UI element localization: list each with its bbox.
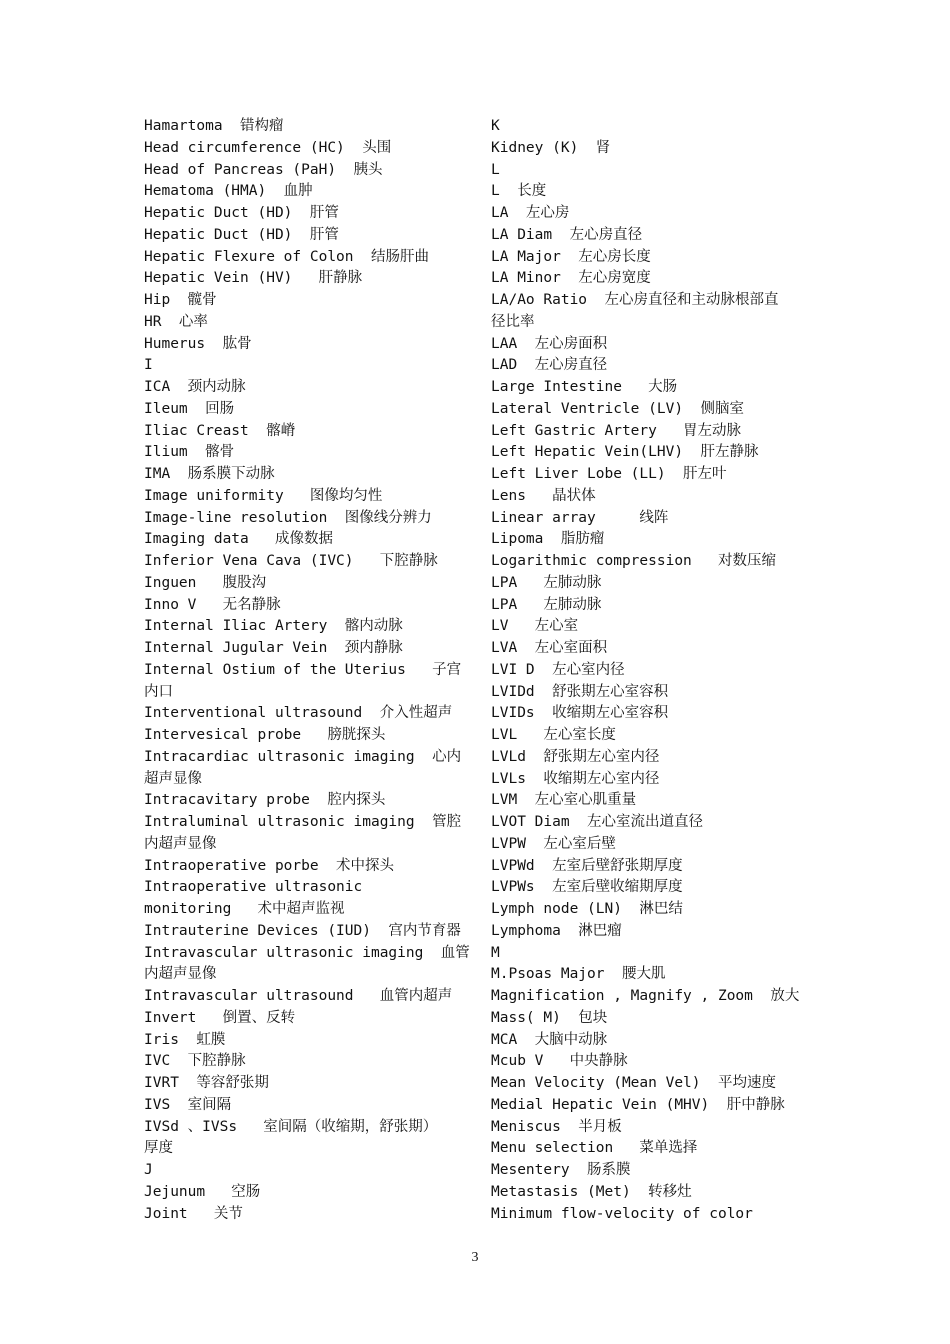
- glossary-line: Inno V 无名静脉: [144, 596, 281, 613]
- glossary-line: IVRT 等容舒张期: [144, 1075, 269, 1091]
- glossary-line: K: [491, 118, 500, 134]
- glossary-line: LA Diam 左心房直径: [491, 226, 643, 243]
- glossary-line: Medial Hepatic Vein (MHV) 肝中静脉: [491, 1096, 785, 1113]
- glossary-line: Intraoperative porbe 术中探头: [144, 857, 395, 874]
- left-column: [144, 116, 470, 1225]
- glossary-line: Hepatic Duct (HD) 肝管: [144, 205, 339, 221]
- glossary-line: Lymph node (LN) 淋巴结: [491, 901, 683, 917]
- glossary-line: Large Intestine 大肠: [491, 379, 678, 395]
- glossary-line: LVPWs 左室后壁收缩期厚度: [491, 879, 683, 896]
- glossary-line: L 长度: [491, 183, 547, 200]
- glossary-line: L: [491, 161, 500, 178]
- glossary-line: Image-line resolution 图像线分辨力: [144, 509, 432, 526]
- glossary-line: Left Hepatic Vein(LHV) 肝左静脉: [491, 444, 759, 461]
- glossary-line: 径比率: [491, 313, 535, 330]
- glossary-line: LV 左心室: [491, 618, 579, 635]
- glossary-line: Intracardiac ultrasonic imaging 心内: [144, 748, 462, 765]
- glossary-line: LAD 左心房直径: [491, 357, 608, 374]
- glossary-line: LVLs 收缩期左心室内径: [491, 770, 660, 787]
- glossary-line: Internal Ostium of the Uterius 子宫: [144, 661, 462, 678]
- glossary-line: Iris 虹膜: [144, 1031, 226, 1048]
- glossary-line: Intraluminal ultrasonic imaging 管腔: [144, 814, 462, 830]
- glossary-line: Mean Velocity (Mean Vel) 平均速度: [491, 1075, 776, 1091]
- glossary-line: IVSd 、IVSs 室间隔（收缩期，舒张期）: [144, 1118, 438, 1135]
- glossary-line: IVC 下腔静脉: [144, 1053, 246, 1070]
- glossary-line: LVL 左心室长度: [491, 727, 616, 743]
- glossary-line: Inguen 腹股沟: [144, 574, 267, 591]
- glossary-line: Image uniformity 图像均匀性: [144, 487, 383, 504]
- glossary-line: Hepatic Flexure of Colon 结肠肝曲: [144, 248, 429, 265]
- glossary-line: MCA 大脑中动脉: [491, 1031, 608, 1048]
- glossary-line: LAA 左心房面积: [491, 335, 608, 352]
- glossary-line: Humerus 肱骨: [144, 335, 252, 352]
- glossary-line: LVI D 左心室内径: [491, 661, 625, 678]
- glossary-line: Hematoma (HMA) 血肿: [144, 183, 313, 200]
- glossary-line: Hip 髋骨: [144, 292, 217, 308]
- glossary-line: monitoring 术中超声监视: [144, 901, 345, 917]
- glossary-line: Mcub V 中央静脉: [491, 1053, 628, 1070]
- glossary-line: 内超声显像: [144, 835, 217, 852]
- glossary-line: Mesentery 肠系膜: [491, 1162, 631, 1178]
- glossary-line: Intravascular ultrasonic imaging 血管: [144, 944, 470, 961]
- glossary-line: Linear array 线阵: [491, 509, 669, 526]
- glossary-line: Lens 晶状体: [491, 487, 596, 504]
- glossary-line: Lateral Ventricle (LV) 侧脑室: [491, 400, 745, 417]
- glossary-line: LVPW 左心室后壁: [491, 835, 616, 852]
- glossary-line: Inferior Vena Cava (IVC) 下腔静脉: [144, 553, 438, 569]
- glossary-line: Internal Iliac Artery 髂内动脉: [144, 618, 403, 635]
- glossary-line: Lymphoma 淋巴瘤: [491, 922, 622, 939]
- glossary-line: Magnification , Magnify , Zoom 放大: [491, 988, 800, 1004]
- glossary-line: Intraoperative ultrasonic: [144, 879, 363, 896]
- glossary-line: ICA 颈内动脉: [144, 379, 246, 395]
- glossary-line: LA Minor 左心房宽度: [491, 270, 651, 287]
- glossary-line: HR 心率: [144, 313, 208, 330]
- glossary-line: Iliac Creast 髂嵴: [144, 422, 296, 439]
- glossary-line: LVPWd 左室后壁舒张期厚度: [491, 857, 683, 874]
- glossary-line: LVM 左心室心肌重量: [491, 792, 637, 809]
- glossary-line: Intravascular ultrasound 血管内超声: [144, 988, 453, 1004]
- glossary-line: Hepatic Vein (HV) 肝静脉: [144, 270, 363, 287]
- glossary-line: J: [144, 1162, 153, 1178]
- glossary-line: Intracavitary probe 腔内探头: [144, 792, 386, 809]
- glossary-line: LA 左心房: [491, 205, 570, 221]
- glossary-line: Hepatic Duct (HD) 肝管: [144, 226, 339, 243]
- glossary-line: LVOT Diam 左心室流出道直径: [491, 814, 704, 830]
- glossary-line: LVIDd 舒张期左心室容积: [491, 683, 669, 700]
- glossary-line: LA/Ao Ratio 左心房直径和主动脉根部直: [491, 292, 779, 308]
- glossary-line: IMA 肠系膜下动脉: [144, 466, 275, 482]
- glossary-line: Intrauterine Devices (IUD) 宫内节育器: [144, 922, 461, 939]
- page-number: 3: [471, 1250, 479, 1265]
- glossary-line: Hamartoma 错构瘤: [144, 118, 284, 134]
- glossary-line: I: [144, 357, 153, 374]
- glossary-line: M.Psoas Major 腰大肌: [491, 966, 666, 983]
- glossary-line: Meniscus 半月板: [491, 1118, 622, 1135]
- glossary-line: LPA 左肺动脉: [491, 574, 602, 591]
- glossary-line: 厚度: [144, 1140, 173, 1157]
- glossary-line: Invert 倒置、反转: [144, 1009, 296, 1026]
- glossary-line: Imaging data 成像数据: [144, 531, 333, 548]
- glossary-line: Metastasis (Met) 转移灶: [491, 1183, 692, 1200]
- glossary-line: LVLd 舒张期左心室内径: [491, 748, 660, 765]
- glossary-line: 内超声显像: [144, 966, 217, 983]
- glossary-line: Logarithmic compression 对数压缩: [491, 553, 776, 569]
- glossary-line: 超声显像: [144, 770, 202, 787]
- right-column: [491, 116, 809, 1225]
- glossary-line: LPA 左肺动脉: [491, 596, 602, 613]
- glossary-line: LA Major 左心房长度: [491, 248, 651, 265]
- glossary-line: Menu selection 菜单选择: [491, 1140, 698, 1157]
- glossary-line: Mass( M) 包块: [491, 1009, 608, 1026]
- glossary-line: IVS 室间隔: [144, 1096, 232, 1113]
- glossary-line: Ilium 髂骨: [144, 444, 235, 461]
- glossary-line: Lipoma 脂肪瘤: [491, 531, 605, 548]
- glossary-line: Head of Pancreas (PaH) 胰头: [144, 161, 383, 178]
- glossary-line: LVA 左心室面积: [491, 640, 608, 656]
- glossary-line: Jejunum 空肠: [144, 1183, 261, 1200]
- glossary-line: Intervesical probe 膀胱探头: [144, 727, 386, 743]
- glossary-line: 内口: [144, 683, 173, 700]
- glossary-line: Minimum flow-velocity of color: [491, 1205, 753, 1222]
- glossary-line: LVIDs 收缩期左心室容积: [491, 705, 669, 722]
- glossary-line: Kidney (K) 肾: [491, 139, 611, 156]
- glossary-line: Joint 关节: [144, 1205, 243, 1222]
- glossary-line: M: [491, 944, 500, 961]
- glossary-line: Internal Jugular Vein 颈内静脉: [144, 640, 403, 656]
- glossary-line: Ileum 回肠: [144, 400, 235, 417]
- glossary-line: Left Liver Lobe (LL) 肝左叶: [491, 466, 727, 482]
- glossary-line: Left Gastric Artery 胃左动脉: [491, 422, 742, 439]
- glossary-line: Interventional ultrasound 介入性超声: [144, 705, 453, 722]
- glossary-line: Head circumference (HC) 头围: [144, 139, 392, 156]
